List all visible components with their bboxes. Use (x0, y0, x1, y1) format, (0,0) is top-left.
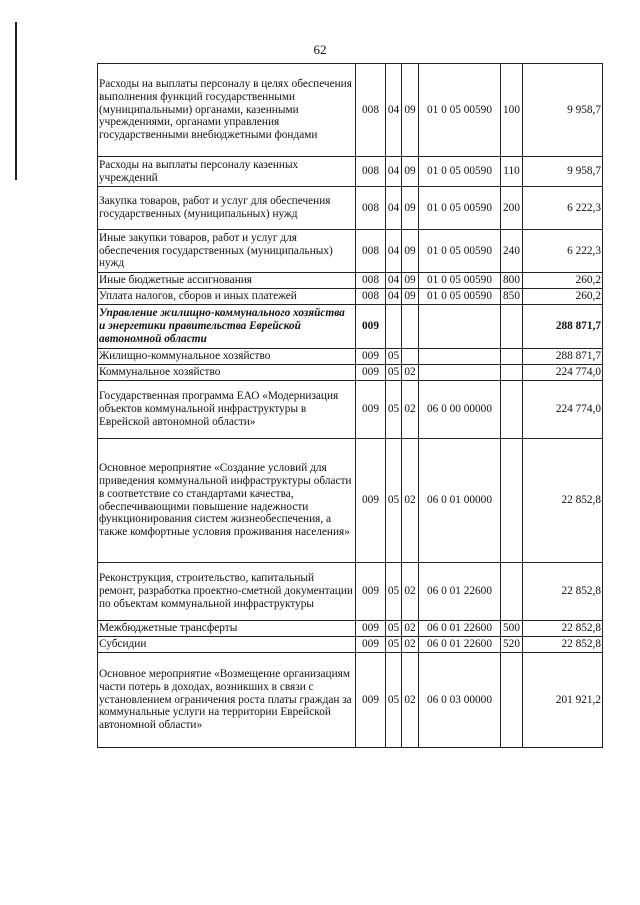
vr-code: 520 (501, 637, 523, 653)
vr-code (501, 349, 523, 365)
table-row (98, 563, 603, 621)
amount: 22 852,8 (523, 563, 603, 621)
row-name: Уплата налогов, сборов и иных платежей (98, 289, 356, 305)
vr-code: 200 (501, 187, 523, 230)
pr-code: 09 (402, 289, 419, 305)
ved-code: 009 (356, 349, 386, 365)
rz-code: 04 (386, 187, 402, 230)
rz-code: 05 (386, 439, 402, 563)
amount: 260,2 (523, 289, 603, 305)
csr-code (419, 305, 501, 349)
amount: 260,2 (523, 273, 603, 289)
vr-code (501, 305, 523, 349)
rz-code: 05 (386, 653, 402, 748)
table-row (98, 365, 603, 381)
rz-code (386, 305, 402, 349)
ved-code: 009 (356, 439, 386, 563)
rz-code: 05 (386, 365, 402, 381)
amount: 22 852,8 (523, 439, 603, 563)
row-name: Иные закупки товаров, работ и услуг для обеспечения государственных (муниципальных) нужд (98, 230, 356, 273)
csr-code: 01 0 05 00590 (419, 289, 501, 305)
table-row (98, 273, 603, 289)
csr-code: 06 0 01 22600 (419, 637, 501, 653)
row-name: Основное мероприятие «Возмещение организациям части потерь в доходах, возникших в связи с установлением ограничения роста платы граждан за коммунальные услуги на территории Еврейской автономной области» (98, 653, 356, 748)
row-name: Коммунальное хозяйство (98, 365, 356, 381)
pr-code: 02 (402, 381, 419, 439)
ved-code: 008 (356, 273, 386, 289)
ved-code: 009 (356, 365, 386, 381)
row-name: Закупка товаров, работ и услуг для обеспечения государственных (муниципальных) нужд (98, 187, 356, 230)
table-row (98, 637, 603, 653)
pr-code: 02 (402, 563, 419, 621)
csr-code (419, 349, 501, 365)
pr-code (402, 349, 419, 365)
vr-code: 800 (501, 273, 523, 289)
vr-code (501, 381, 523, 439)
vr-code: 240 (501, 230, 523, 273)
csr-code (419, 365, 501, 381)
rz-code: 05 (386, 637, 402, 653)
ved-code: 008 (356, 64, 386, 157)
vr-code (501, 439, 523, 563)
pr-code: 09 (402, 230, 419, 273)
amount: 9 958,7 (523, 157, 603, 187)
amount: 288 871,7 (523, 349, 603, 365)
row-name: Государственная программа ЕАО «Модернизация объектов коммунальной инфраструктуры в Еврейской автономной области» (98, 381, 356, 439)
csr-code: 01 0 05 00590 (419, 187, 501, 230)
ved-code: 009 (356, 637, 386, 653)
table-row (98, 289, 603, 305)
amount: 224 774,0 (523, 365, 603, 381)
amount: 9 958,7 (523, 64, 603, 157)
pr-code: 09 (402, 187, 419, 230)
vr-code: 100 (501, 64, 523, 157)
amount: 22 852,8 (523, 621, 603, 637)
pr-code: 02 (402, 653, 419, 748)
rz-code: 05 (386, 349, 402, 365)
pr-code: 02 (402, 637, 419, 653)
table-row (98, 653, 603, 748)
csr-code: 01 0 05 00590 (419, 157, 501, 187)
row-name: Иные бюджетные ассигнования (98, 273, 356, 289)
ved-code: 008 (356, 289, 386, 305)
table-row (98, 381, 603, 439)
pr-code: 02 (402, 365, 419, 381)
pr-code: 09 (402, 64, 419, 157)
vr-code: 850 (501, 289, 523, 305)
rz-code: 05 (386, 381, 402, 439)
ved-code: 008 (356, 157, 386, 187)
row-name: Субсидии (98, 637, 356, 653)
amount: 6 222,3 (523, 187, 603, 230)
ved-code: 008 (356, 187, 386, 230)
row-name: Реконструкция, строительство, капитальный ремонт, разработка проектно-сметной документации по объектам коммунальной инфраструктуры (98, 563, 356, 621)
table-row (98, 157, 603, 187)
row-name: Жилищно-коммунальное хозяйство (98, 349, 356, 365)
table-row (98, 187, 603, 230)
csr-code: 06 0 01 22600 (419, 563, 501, 621)
table-row (98, 230, 603, 273)
vr-code (501, 653, 523, 748)
rz-code: 04 (386, 64, 402, 157)
row-name: Межбюджетные трансферты (98, 621, 356, 637)
amount: 22 852,8 (523, 637, 603, 653)
csr-code: 06 0 01 22600 (419, 621, 501, 637)
row-name: Управление жилищно-коммунального хозяйства и энергетики правительства Еврейской автономной области (98, 305, 356, 349)
table-row (98, 305, 603, 349)
rz-code: 04 (386, 273, 402, 289)
csr-code: 06 0 03 00000 (419, 653, 501, 748)
amount: 201 921,2 (523, 653, 603, 748)
pr-code: 02 (402, 439, 419, 563)
amount: 6 222,3 (523, 230, 603, 273)
table-row (98, 64, 603, 157)
csr-code: 01 0 05 00590 (419, 273, 501, 289)
ved-code: 009 (356, 305, 386, 349)
ved-code: 009 (356, 653, 386, 748)
rz-code: 04 (386, 157, 402, 187)
ved-code: 009 (356, 621, 386, 637)
vr-code: 110 (501, 157, 523, 187)
ved-code: 009 (356, 381, 386, 439)
rz-code: 05 (386, 621, 402, 637)
rz-code: 04 (386, 230, 402, 273)
amount: 288 871,7 (523, 305, 603, 349)
vr-code: 500 (501, 621, 523, 637)
rz-code: 05 (386, 563, 402, 621)
vr-code (501, 365, 523, 381)
vr-code (501, 563, 523, 621)
row-name: Расходы на выплаты персоналу в целях обеспечения выполнения функций государственными (муниципальными) органами, казенными учреждениями, органами управления государственными внебюджетными фондами (98, 64, 356, 157)
pr-code (402, 305, 419, 349)
row-name: Расходы на выплаты персоналу казенных учреждений (98, 157, 356, 187)
csr-code: 06 0 01 00000 (419, 439, 501, 563)
table-row (98, 439, 603, 563)
ved-code: 009 (356, 563, 386, 621)
pr-code: 09 (402, 273, 419, 289)
table-row (98, 621, 603, 637)
pr-code: 02 (402, 621, 419, 637)
rz-code: 04 (386, 289, 402, 305)
page-number: 62 (313, 42, 327, 57)
row-name: Основное мероприятие «Создание условий для приведения коммунальной инфраструктуры области в соответствие со стандартами качества, обеспечивающими повышение надежности функционирования систем жизнеобеспечения, а также комфортные условия проживания населения» (98, 439, 356, 563)
csr-code: 06 0 00 00000 (419, 381, 501, 439)
ved-code: 008 (356, 230, 386, 273)
amount: 224 774,0 (523, 381, 603, 439)
budget-table (97, 63, 603, 748)
pr-code: 09 (402, 157, 419, 187)
csr-code: 01 0 05 00590 (419, 230, 501, 273)
csr-code: 01 0 05 00590 (419, 64, 501, 157)
table-row (98, 349, 603, 365)
